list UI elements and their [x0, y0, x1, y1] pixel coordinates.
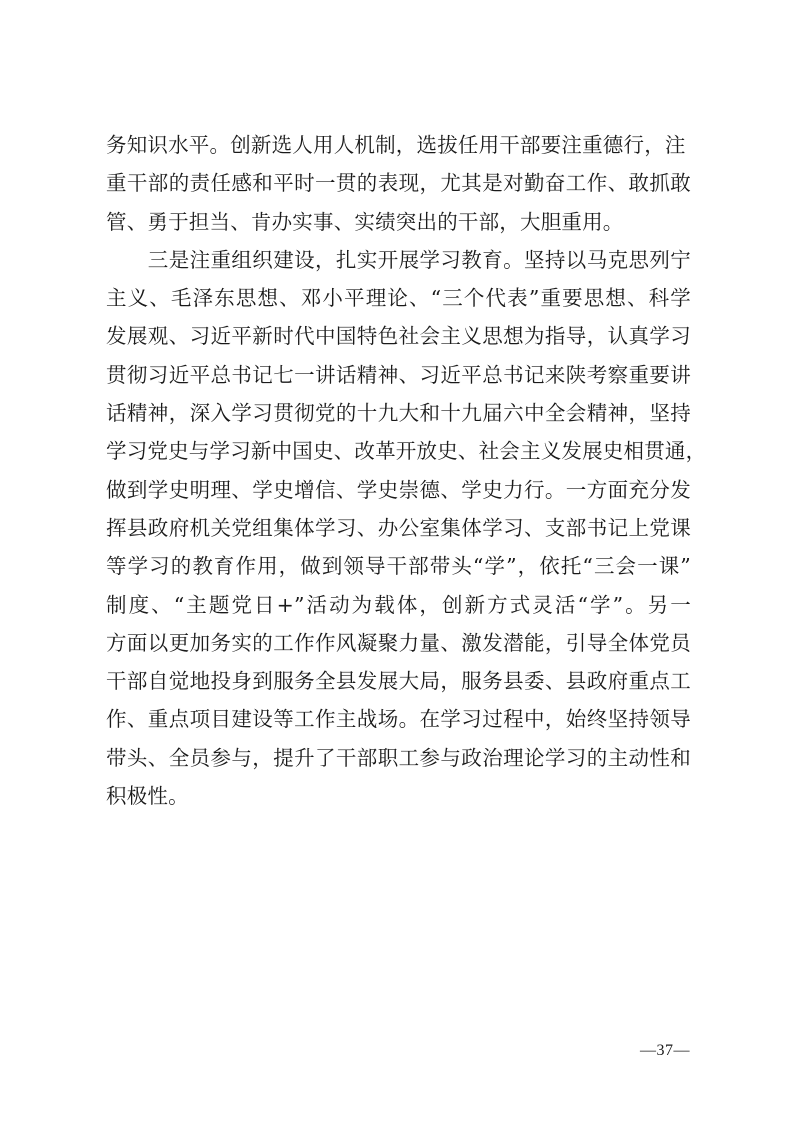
text-line: 管、勇于担当、肯办实事、实绩突出的干部，大胆重用。	[106, 209, 624, 234]
text-line: 积极性。	[106, 784, 189, 809]
text-line: 务知识水平。创新选人用人机制，选拔任用干部要注重德行，注	[106, 133, 686, 157]
text-line: 带头、全员参与，提升了干部职工参与政治理论学习的主动性和	[106, 745, 691, 770]
text-line: 制度、“主题党日+”活动为载体，创新方式灵活“学”。另一	[106, 592, 691, 617]
text-line: 作、重点项目建设等工作主战场。在学习过程中，始终坚持领导	[106, 707, 691, 732]
body-text	[106, 126, 707, 815]
text-line: 发展观、习近平新时代中国特色社会主义思想为指导，认真学习	[106, 324, 691, 349]
text-line: 学习党史与学习新中国史、改革开放史、社会主义发展史相贯通，	[106, 439, 707, 464]
text-line: 干部自觉地投身到服务全县发展大局，服务县委、县政府重点工	[106, 669, 691, 694]
text-line: 三是注重组织建设，扎实开展学习教育。坚持以马克思列宁	[106, 247, 691, 272]
text-line: 做到学史明理、学史增信、学史崇德、学史力行。一方面充分发	[106, 477, 691, 502]
text-line: 主义、毛泽东思想、邓小平理论、“三个代表”重要思想、科学	[106, 286, 691, 311]
text-line: 贯彻习近平总书记七一讲话精神、习近平总书记来陕考察重要讲	[106, 362, 691, 387]
text-line: 挥县政府机关党组集体学习、办公室集体学习、支部书记上党课	[106, 515, 691, 540]
page-number: —37—	[640, 1042, 690, 1059]
text-line: 话精神，深入学习贯彻党的十九大和十九届六中全会精神，坚持	[106, 401, 691, 426]
text-line: 等学习的教育作用，做到领导干部带头“学”，依托“三会一课”	[106, 554, 691, 579]
text-line: 重干部的责任感和平时一贯的表现，尤其是对勤奋工作、敢抓敢	[106, 171, 691, 196]
text-line: 方面以更加务实的工作作风凝聚力量、激发潜能，引导全体党员	[106, 630, 691, 655]
